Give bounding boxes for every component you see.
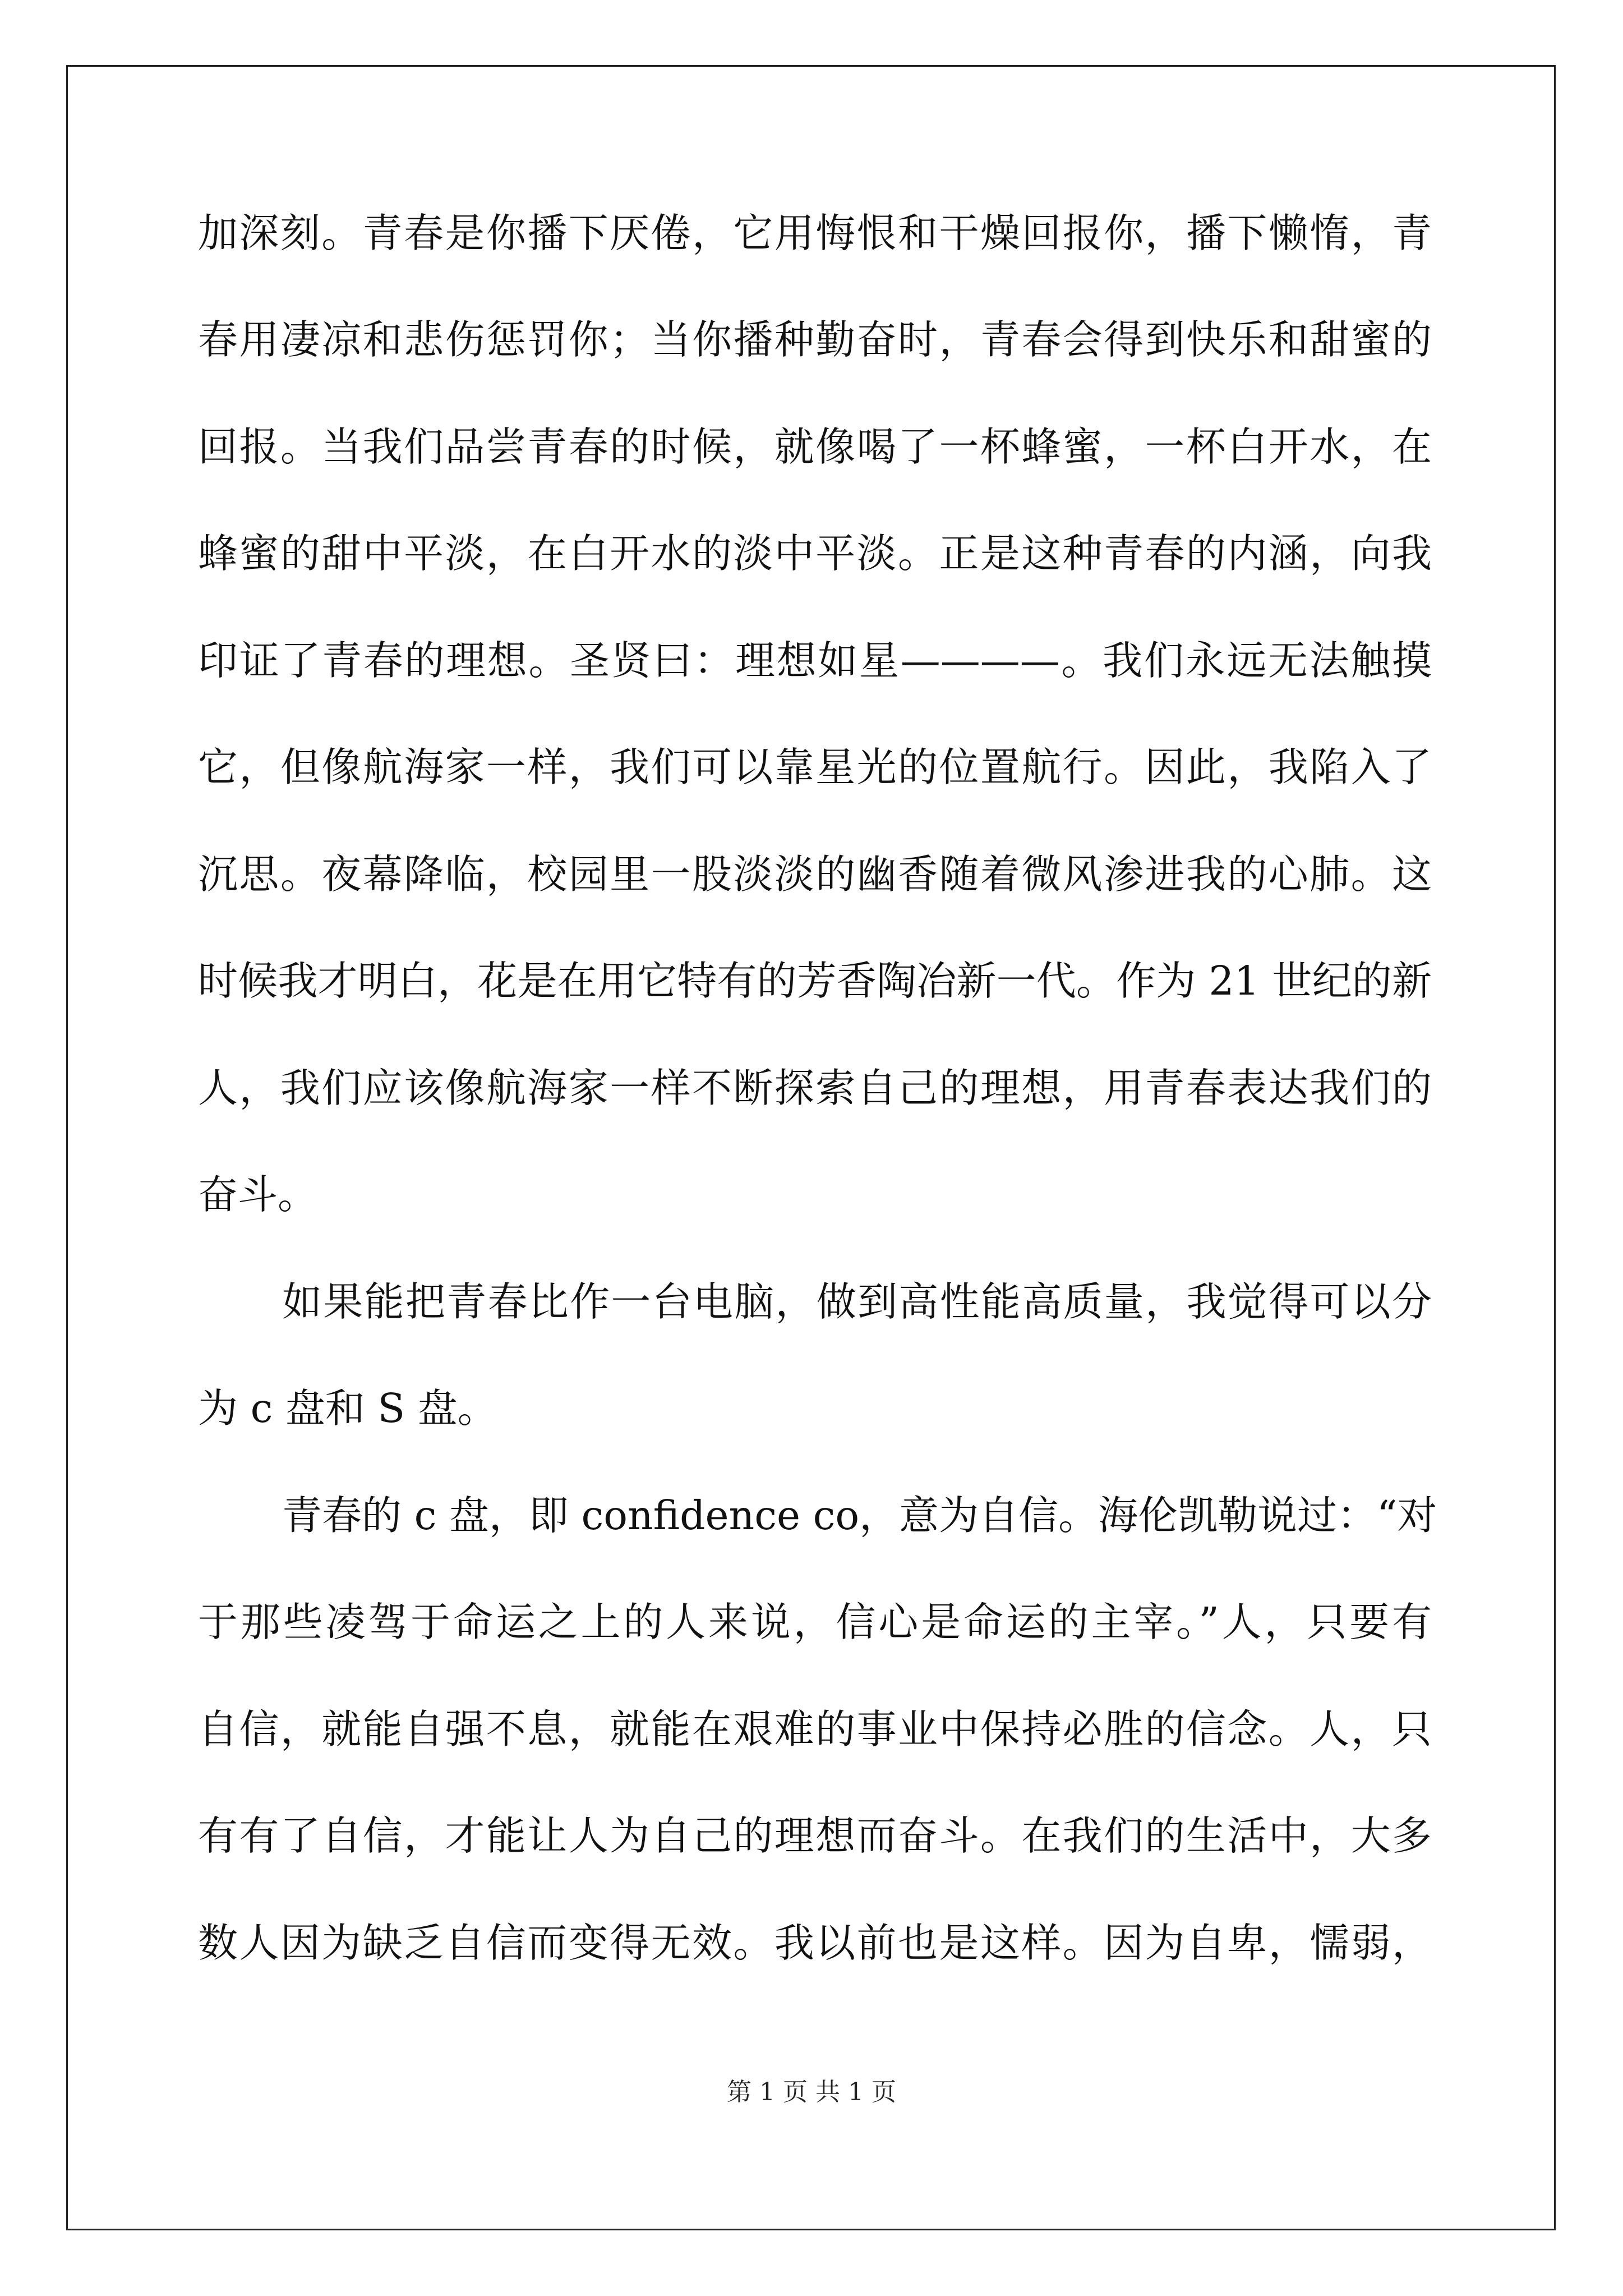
text-line: 它，但像航海家一样，我们可以靠星光的位置航行。因此，我陷入了 [198,744,1432,790]
text-line: 印证了青春的理想。圣贤曰：理想如星————。我们永远无法触摸 [198,637,1432,684]
text-line: 于那些凌驾于命运之上的人来说，信心是命运的主宰。”人，只要有 [198,1599,1432,1645]
page-border [66,65,1556,2230]
text-line: 人，我们应该像航海家一样不断探索自己的理想，用青春表达我们的 [198,1065,1432,1111]
text-line: 沉思。夜幕降临，校园里一股淡淡的幽香随着微风渗进我的心肺。这 [198,851,1432,898]
text-line: 数人因为缺乏自信而变得无效。我以前也是这样。因为自卑，懦弱， [198,1920,1432,1966]
text-line: 回报。当我们品尝青春的时候，就像喝了一杯蜂蜜，一杯白开水，在 [198,424,1432,470]
text-line: 自信，就能自强不息，就能在艰难的事业中保持必胜的信念。人，只 [198,1706,1432,1752]
text-line: 为 c 盘和 S 盘。 [198,1385,497,1432]
paragraph-first-line: 青春的 c 盘，即 confidence co，意为自信。海伦凯勒说过：“对 [282,1492,1437,1539]
text-line: 蜂蜜的甜中平淡，在白开水的淡中平淡。正是这种青春的内涵，向我 [198,530,1432,577]
text-line: 时候我才明白，花是在用它特有的芳香陶冶新一代。作为 21 世纪的新 [198,958,1432,1004]
text-line: 有有了自信，才能让人为自己的理想而奋斗。在我们的生活中，大多 [198,1812,1432,1859]
text-line: 加深刻。青春是你播下厌倦，它用悔恨和干燥回报你，播下懒惰，青 [198,210,1432,256]
paragraph-first-line: 如果能把青春比作一台电脑，做到高性能高质量，我觉得可以分 [282,1278,1432,1325]
page-footer: 第 1 页 共 1 页 [727,2078,896,2106]
text-line: 春用凄凉和悲伤惩罚你；当你播种勤奋时，青春会得到快乐和甜蜜的 [198,316,1432,363]
text-line: 奋斗。 [198,1171,318,1218]
